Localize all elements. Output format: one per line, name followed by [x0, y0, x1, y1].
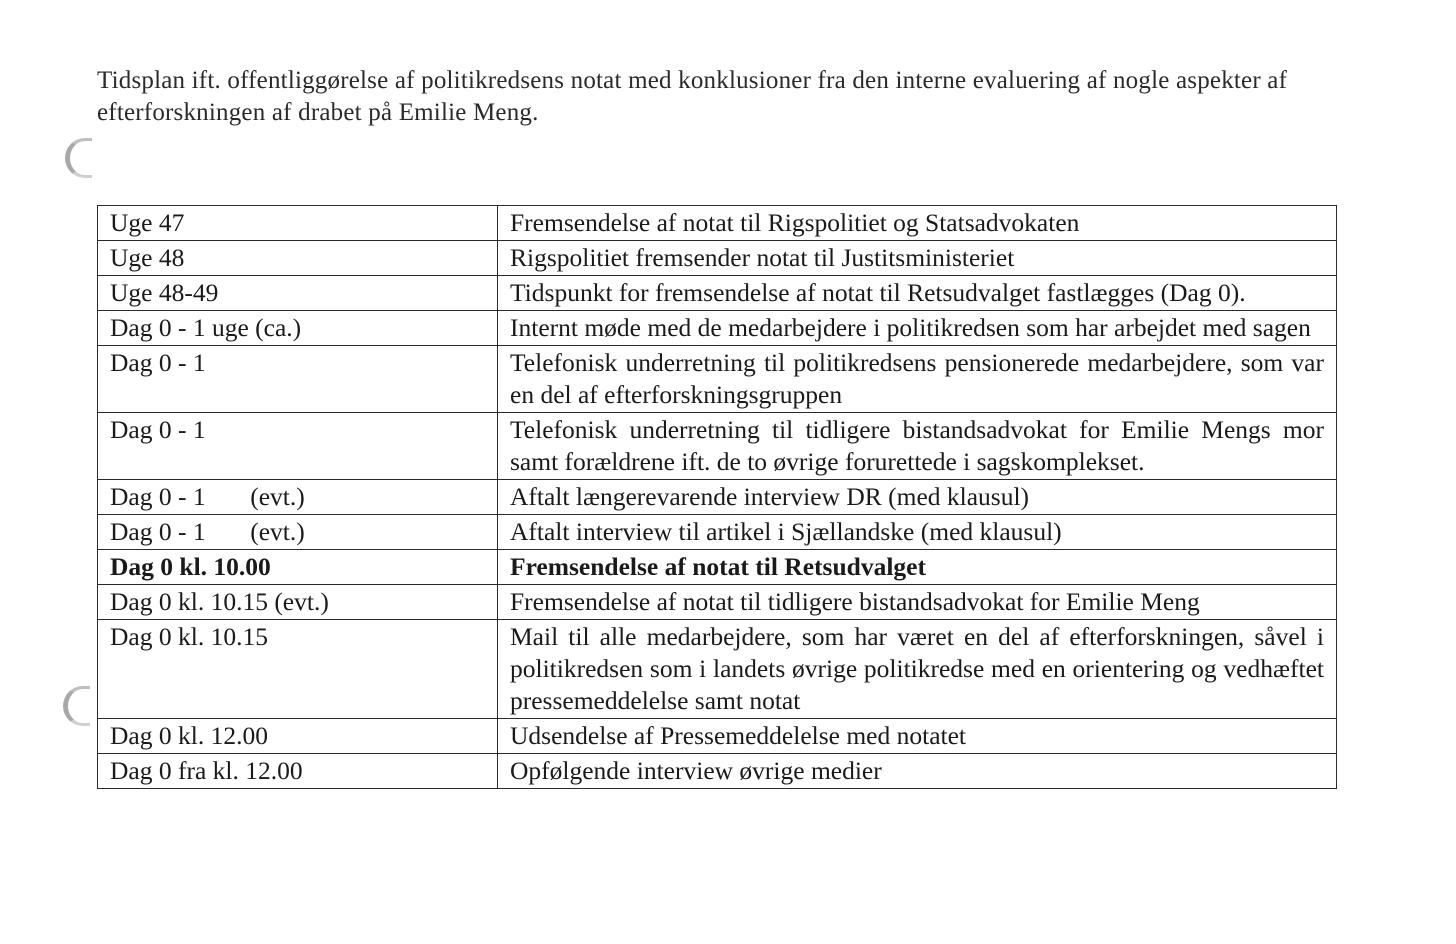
schedule-action-cell: Aftalt interview til artikel i Sjællandske (med klausul) [498, 515, 1337, 550]
punch-hole-mark-icon [65, 138, 92, 178]
schedule-time-cell: Dag 0 kl. 10.15 [98, 620, 498, 719]
table-row [98, 241, 1337, 276]
intro-paragraph: Tidsplan ift. offentliggørelse af politikredsens notat med konklusioner fra den interne evaluering af nogle aspekter af efterforskningen af drabet på Emilie Meng. [97, 67, 1288, 126]
table-row [98, 206, 1337, 241]
schedule-time-cell: Dag 0 kl. 12.00 [98, 719, 498, 754]
schedule-action-cell: Aftalt længerevarende interview DR (med klausul) [498, 480, 1337, 515]
table-row [98, 515, 1337, 550]
schedule-action-cell: Telefonisk underretning til politikredsens pensionerede medarbejdere, som var en del af efterforskningsgruppen [498, 346, 1337, 413]
table-row [98, 585, 1337, 620]
table-row [98, 346, 1337, 413]
schedule-time-cell: Uge 47 [98, 206, 498, 241]
schedule-action-cell: Telefonisk underretning til tidligere bistandsadvokat for Emilie Mengs mor samt forældrene ift. de to øvrige forurettede i sagskomplekset. [498, 413, 1337, 480]
schedule-action-cell: Fremsendelse af notat til tidligere bistandsadvokat for Emilie Meng [498, 585, 1337, 620]
schedule-time-cell: Dag 0 kl. 10.15 (evt.) [98, 585, 498, 620]
table-row [98, 719, 1337, 754]
schedule-time-cell: Uge 48-49 [98, 276, 498, 311]
table-row [98, 754, 1337, 789]
schedule-table [97, 205, 1337, 789]
table-row [98, 276, 1337, 311]
schedule-time-cell: Dag 0 - 1 [98, 346, 498, 413]
schedule-action-cell: Fremsendelse af notat til Retsudvalget [498, 550, 1337, 585]
table-row [98, 480, 1337, 515]
schedule-time-cell: Dag 0 fra kl. 12.00 [98, 754, 498, 789]
punch-hole-mark-icon [63, 686, 90, 726]
schedule-time-cell: Dag 0 - 1 uge (ca.) [98, 311, 498, 346]
schedule-action-cell: Udsendelse af Pressemeddelelse med notatet [498, 719, 1337, 754]
schedule-action-cell: Internt møde med de medarbejdere i politikredsen som har arbejdet med sagen [498, 311, 1337, 346]
schedule-action-cell: Fremsendelse af notat til Rigspolitiet og Statsadvokaten [498, 206, 1337, 241]
schedule-action-cell: Mail til alle medarbejdere, som har været en del af efterforskningen, såvel i politikredsen som i landets øvrige politikredse med en orientering og vedhæftet pressemeddelelse samt notat [498, 620, 1337, 719]
schedule-time-cell: Dag 0 - 1 (evt.) [98, 515, 498, 550]
schedule-action-cell: Tidspunkt for fremsendelse af notat til Retsudvalget fastlægges (Dag 0). [498, 276, 1337, 311]
schedule-time-cell: Dag 0 kl. 10.00 [98, 550, 498, 585]
schedule-action-cell: Opfølgende interview øvrige medier [498, 754, 1337, 789]
schedule-time-cell: Uge 48 [98, 241, 498, 276]
table-row [98, 413, 1337, 480]
schedule-action-cell: Rigspolitiet fremsender notat til Justitsministeriet [498, 241, 1337, 276]
schedule-time-cell: Dag 0 - 1 (evt.) [98, 480, 498, 515]
schedule-time-cell: Dag 0 - 1 [98, 413, 498, 480]
table-row-highlighted [98, 550, 1337, 585]
table-row [98, 311, 1337, 346]
table-row [98, 620, 1337, 719]
